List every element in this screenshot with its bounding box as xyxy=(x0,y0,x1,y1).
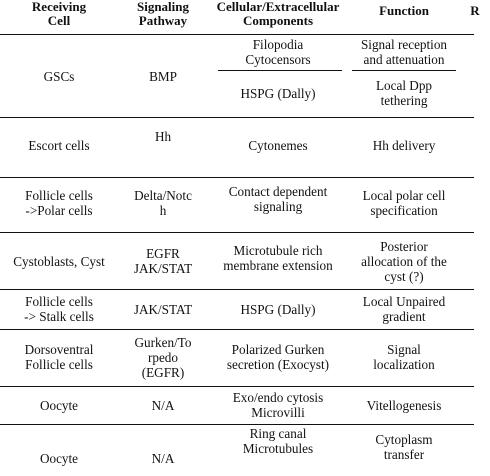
row-8-component: Ring canal Microtubules xyxy=(242,426,314,456)
row-6-function: Signal localization xyxy=(373,342,435,372)
row-4-pathway: EGFR JAK/STAT xyxy=(133,246,193,276)
row-5-cell: Follicle cells -> Stalk cells xyxy=(24,294,94,324)
row-7-function: Vitellogenesis xyxy=(366,397,442,413)
row-5-pathway: JAK/STAT xyxy=(133,301,193,317)
header-components: Cellular/Extracellular Components xyxy=(216,0,340,28)
row-1-cell: GSCs xyxy=(43,68,75,84)
row-7-component: Exo/endo cytosis Microvilli xyxy=(232,390,324,420)
row-6-cell: Dorsoventral Follicle cells xyxy=(24,342,94,372)
header-function: Function xyxy=(379,3,429,18)
row-4-component: Microtubule rich membrane extension xyxy=(223,243,333,273)
row-3-cell: Follicle cells ->Polar cells xyxy=(25,188,93,218)
row-8-pathway: N/A xyxy=(151,450,175,466)
header-signaling-pathway: Signaling Pathway xyxy=(136,0,190,28)
row-3-component: Contact dependent signaling xyxy=(228,184,328,214)
header-r: R xyxy=(470,3,480,18)
row-4-function: Posterior allocation of the cyst (?) xyxy=(361,238,447,284)
row-5-component: HSPG (Dally) xyxy=(240,301,316,317)
row-6-pathway: Gurken/To rpedo (EGFR) xyxy=(134,334,192,380)
row-1-subdivider-components xyxy=(218,70,342,71)
row-8-cell: Oocyte xyxy=(39,450,79,466)
row-8-function: Cytoplasm transfer xyxy=(375,432,433,462)
row-1-component-2: HSPG (Dally) xyxy=(240,85,316,101)
row-1-component-1: Filopodia Cytocensors xyxy=(245,37,311,67)
row-2-component: Cytonemes xyxy=(248,137,308,153)
row-5-function: Local Unpaired gradient xyxy=(362,294,446,324)
row-1-function-1: Signal reception and attenuation xyxy=(360,37,448,67)
row-1-pathway: BMP xyxy=(149,68,177,84)
row-4-cell: Cystoblasts, Cyst xyxy=(13,253,105,269)
row-3-pathway: Delta/Notc h xyxy=(134,188,192,218)
row-3-function: Local polar cell specification xyxy=(362,188,446,218)
row-7-cell: Oocyte xyxy=(39,397,79,413)
row-7-pathway: N/A xyxy=(151,397,175,413)
row-2-function: Hh delivery xyxy=(372,137,436,153)
row-6-component: Polarized Gurken secretion (Exocyst) xyxy=(226,342,330,372)
row-1-subdivider-function xyxy=(352,70,456,71)
row-1-function-2: Local Dpp tethering xyxy=(375,78,433,108)
header-receiving-cell: Receiving Cell xyxy=(31,0,87,28)
row-2-pathway: Hh xyxy=(154,128,172,144)
row-2-cell: Escort cells xyxy=(28,137,90,153)
